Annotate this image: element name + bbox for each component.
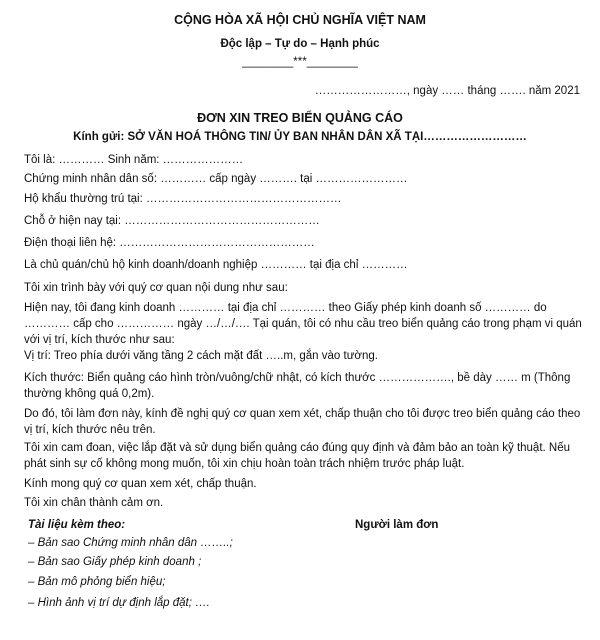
attachment-item: – Hình ảnh vị trí dự định lắp đặt; ….: [28, 597, 210, 609]
header-separator: ________***________: [242, 56, 358, 68]
id-card-field: Chứng minh nhân dân số: ………… cấp ngày ………. tại ……………………: [24, 173, 408, 185]
motto: Độc lập – Tự do – Hạnh phúc: [220, 38, 380, 50]
business-paragraph: Hiện nay, tôi đang kinh doanh ………… tại địa chỉ ………… theo Giấy phép kinh doanh số ………… do ………… cấp cho …………… ngày …/…/…. Tại quán, tôi có nhu cầu treo biển quảng cáo trong phạm vi quán với vị trí, kích thước như sau:: [24, 302, 582, 346]
closing-text: Kính mong quý cơ quan xem xét, chấp thuận.: [24, 478, 257, 490]
thanks-text: Tôi xin chân thành cảm ơn.: [24, 497, 164, 509]
attachment-item: – Bản mô phỏng biển hiệu;: [28, 576, 166, 588]
commitment-paragraph: Tôi xin cam đoan, việc lắp đặt và sử dụng biển quảng cáo đúng quy định và đảm bảo an toàn kỹ thuật. Nếu phát sinh sự cố không mong muốn, tôi xin chịu hoàn toàn trách nhiệm trước pháp luật.: [24, 442, 571, 470]
name-field: Tôi là: ………… Sinh năm: …………………: [24, 154, 244, 166]
request-paragraph: Do đó, tôi làm đơn này, kính đề nghị quý cơ quan xem xét, chấp thuận cho tôi được treo biển quảng cáo theo vị trí, kích thước nêu trên.: [24, 408, 581, 436]
intro-text: Tôi xin trình bày với quý cơ quan nội dung như sau:: [24, 282, 288, 294]
owner-field: Là chủ quán/chủ hộ kinh doanh/doanh nghiệp ………… tại địa chỉ …………: [24, 259, 408, 271]
recipient-line: Kính gửi: SỞ VĂN HOÁ THÔNG TIN/ ỦY BAN NHÂN DÂN XÃ TẠI………………………: [73, 131, 527, 143]
signer-label: Người làm đơn: [355, 519, 439, 531]
attachments-heading: Tài liệu kèm theo:: [28, 519, 126, 531]
current-address-field: Chỗ ở hiện nay tại: ……………………………………………: [24, 215, 320, 227]
attachment-item: – Bản sao Giấy phép kinh doanh ;: [28, 556, 202, 568]
phone-field: Điện thoại liên hệ: ……………………………………………: [24, 237, 315, 249]
residence-field: Hộ khẩu thường trú tại: ……………………………………………: [24, 193, 342, 205]
size-paragraph: Kích thước: Biển quảng cáo hình tròn/vuông/chữ nhật, có kích thước ………………., bề dày …… m (Thông thường không quá 0,2m).: [24, 372, 571, 400]
document-title: ĐƠN XIN TREO BIỂN QUẢNG CÁO: [197, 111, 403, 125]
date-line: ……………………, ngày …… tháng ……. năm 2021: [314, 85, 580, 97]
position-text: Vị trí: Treo phía dưới văng tầng 2 cách mặt đất …..m, gắn vào tường.: [24, 350, 378, 362]
attachment-item: – Bản sao Chứng minh nhân dân ……..;: [28, 537, 233, 549]
nation-header: CỘNG HÒA XÃ HỘI CHỦ NGHĨA VIỆT NAM: [174, 13, 426, 27]
